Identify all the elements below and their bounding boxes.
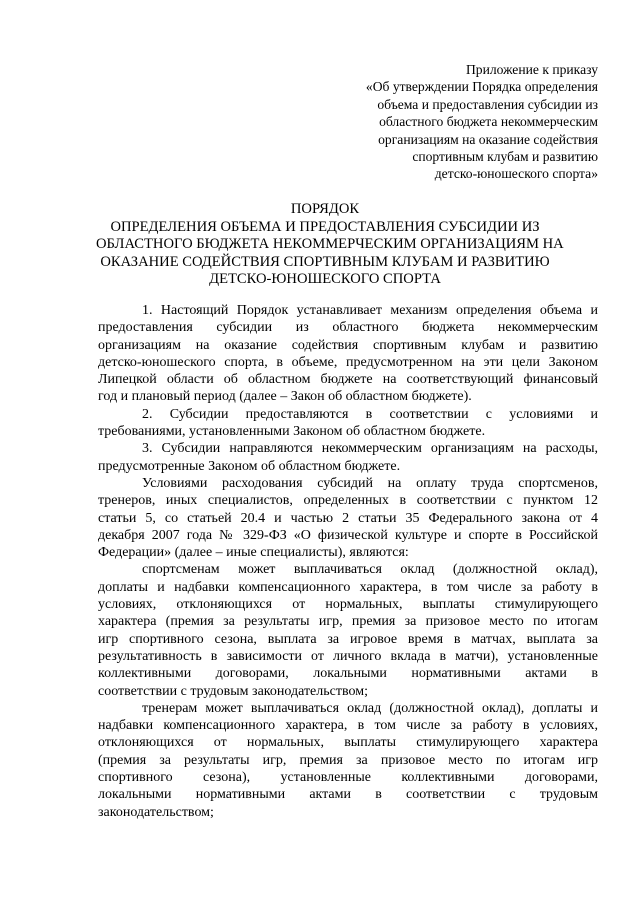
body-line: законодательством;: [98, 804, 214, 820]
title-line: ПОРЯДОК: [290, 201, 360, 217]
body-line: игр спортивного сезона, выплата за игровое время в матчах, выплата за: [98, 631, 598, 647]
body-line: 3. Субсидии направляются некоммерческим организациям на расходы,: [142, 441, 598, 457]
appendix-line: спортивным клубам и развитию: [412, 149, 598, 165]
document-title: [96, 201, 564, 289]
body-line: предоставления субсидии из областного бюджета некоммерческим: [98, 320, 598, 336]
body-line: тренеров, иных специалистов, определенных в соответствии с пунктом 12: [98, 493, 598, 509]
body-line: отклоняющихся от нормальных, выплаты стимулирующего характера: [98, 735, 598, 751]
appendix-line: организациям на оказание содействия: [378, 131, 598, 147]
body-line: доплаты и надбавки компенсационного характера, в том числе за работу в: [98, 579, 598, 595]
body-line: статьи 5, со статьей 20.4 и частью 2 статьи 35 Федерального закона от 4: [98, 510, 598, 526]
body-line: год и плановый период (далее – Закон об областном бюджете).: [98, 389, 472, 405]
body-line: детско-юношеского спорта, в объеме, предусмотренном на эти цели Законом: [98, 354, 598, 370]
body-line: Федерации» (далее – иные специалисты), являются:: [98, 545, 409, 561]
body-line: организациям на оказание содействия спортивным клубам и развитию: [98, 337, 598, 353]
appendix-line: «Об утверждении Порядка определения: [365, 79, 598, 95]
appendix-line: областного бюджета некоммерческим: [379, 114, 598, 130]
body-line: Условиями расходования субсидий на оплату труда спортсменов,: [142, 475, 598, 491]
title-line: ОПРЕДЕЛЕНИЯ ОБЪЕМА И ПРЕДОСТАВЛЕНИЯ СУБСИДИИ ИЗ: [110, 218, 540, 235]
body-line: характера (премия за результаты игр, премия за призовое место по итогам: [98, 614, 598, 630]
appendix-header: [298, 61, 598, 183]
body-line: коллективными договорами, локальными нормативными актами в: [98, 666, 598, 682]
appendix-line: детско-юношеского спорта»: [434, 166, 598, 182]
body-line: тренерам может выплачиваться оклад (должностной оклад), доплаты и: [142, 700, 598, 716]
title-line: ОБЛАСТНОГО БЮДЖЕТА НЕКОММЕРЧЕСКИМ ОРГАНИЗАЦИЯМ НА: [96, 236, 564, 253]
body-line: (премия за результаты игр, премия за призовое место по итогам игр: [98, 752, 598, 768]
body-line: локальными нормативными актами в соответствии с трудовым: [98, 787, 598, 803]
appendix-line: Приложение к приказу: [465, 62, 598, 77]
body-line: надбавки компенсационного характера, в том числе за работу в условиях,: [98, 718, 598, 734]
body-line: Липецкой области об областном бюджете на соответствующий финансовый: [98, 372, 598, 388]
body-line: соответствии с трудовым законодательством;: [98, 683, 368, 699]
body-line: предусмотренные Законом об областном бюджете.: [98, 458, 401, 474]
body-line: условиях, отклоняющихся от нормальных, выплаты стимулирующего: [98, 597, 598, 613]
body-line: спортивного сезона), установленные коллективными договорами,: [98, 770, 598, 786]
document-body: [98, 302, 598, 821]
body-line: спортсменам может выплачиваться оклад (должностной оклад),: [142, 562, 598, 578]
body-line: 1. Настоящий Порядок устанавливает механизм определения объема и: [142, 303, 598, 318]
body-line: декабря 2007 года № 329-ФЗ «О физической культуре и спорте в Российской: [98, 527, 598, 543]
body-line: требованиями, установленными Законом об областном бюджете.: [98, 424, 486, 440]
appendix-line: объема и предоставления субсидии из: [377, 96, 598, 112]
title-line: ОКАЗАНИЕ СОДЕЙСТВИЯ СПОРТИВНЫМ КЛУБАМ И РАЗВИТИЮ: [100, 253, 550, 270]
body-line: результативность в зависимости от личного вклада в матчи), установленные: [98, 648, 598, 664]
title-line: ДЕТСКО-ЮНОШЕСКОГО СПОРТА: [209, 271, 441, 288]
body-line: 2. Субсидии предоставляются в соответствии с условиями и: [142, 406, 598, 422]
